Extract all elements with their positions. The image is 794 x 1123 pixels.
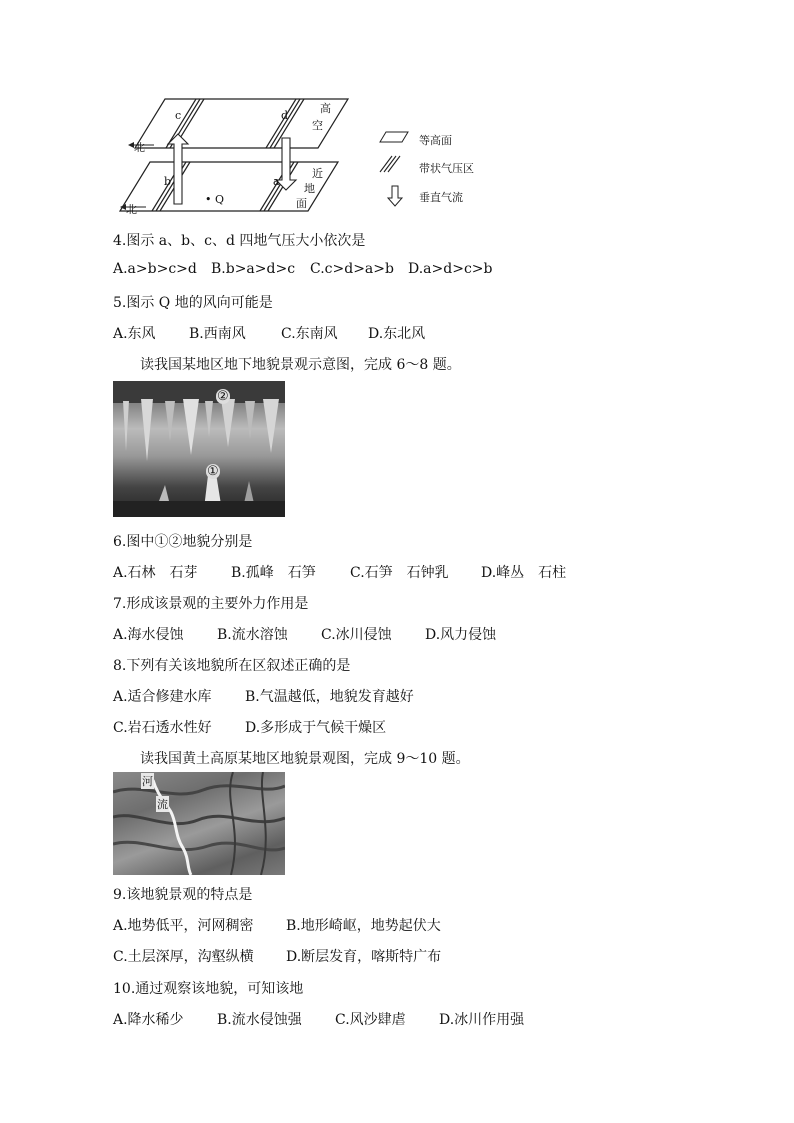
- karst-cave-photo: [113, 381, 285, 517]
- down-arrow-icon: [388, 186, 402, 206]
- legend-isobaric-label: 等高面: [419, 134, 452, 147]
- stripes-icon: [380, 156, 400, 172]
- legend-pressure-belt-label: 带状气压区: [419, 162, 474, 175]
- q8-option-c[interactable]: C.岩石透水性好: [113, 720, 212, 736]
- q5-option-c[interactable]: C.东南风: [281, 326, 338, 342]
- q9-option-d[interactable]: D.断层发育，喀斯特广布: [286, 949, 442, 965]
- north-label-bottom: 北: [126, 203, 137, 216]
- q7-option-c[interactable]: C.冰川侵蚀: [321, 627, 392, 643]
- q5-option-a[interactable]: A.东风: [113, 326, 156, 342]
- q7-option-a[interactable]: A.海水侵蚀: [113, 627, 184, 643]
- q7-option-d[interactable]: D.风力侵蚀: [425, 627, 497, 643]
- q9-option-a[interactable]: A.地势低平，河网稠密: [113, 918, 254, 934]
- label-d: d: [281, 109, 289, 122]
- q5-option-d[interactable]: D.东北风: [368, 326, 426, 342]
- q5-stem: 5.图示 Q 地的风向可能是: [113, 295, 273, 311]
- q10-option-c[interactable]: C.风沙肆虐: [335, 1012, 406, 1028]
- q6-stem: 6.图中①②地貌分别是: [113, 534, 253, 550]
- label-c: c: [175, 109, 182, 122]
- high-label-1: 高: [320, 102, 331, 115]
- q5-option-b[interactable]: B.西南风: [189, 326, 246, 342]
- q6-option-b[interactable]: B.孤峰 石笋: [231, 565, 316, 581]
- q4-option-b[interactable]: B.b>a>d>c: [211, 261, 296, 277]
- q9-option-b[interactable]: B.地形崎岖，地势起伏大: [286, 918, 441, 934]
- near-label-3: 面: [296, 197, 307, 210]
- loess-plateau-photo: [113, 772, 285, 875]
- high-label-2: 空: [312, 119, 323, 132]
- q6-option-c[interactable]: C.石笋 石钟乳: [350, 565, 449, 581]
- q10-option-d[interactable]: D.冰川作用强: [439, 1012, 525, 1028]
- q4-option-d[interactable]: D.a>d>c>b: [408, 261, 493, 277]
- parallelogram-icon: [380, 132, 408, 142]
- marker-2: ②: [217, 389, 229, 404]
- marker-1: ①: [207, 464, 219, 479]
- label-a: a: [273, 175, 280, 188]
- q6-option-d[interactable]: D.峰丛 石柱: [481, 565, 567, 581]
- q8-option-a[interactable]: A.适合修建水库: [113, 689, 212, 705]
- q8-stem: 8.下列有关该地貌所在区叙述正确的是: [113, 658, 351, 674]
- q10-option-a[interactable]: A.降水稀少: [113, 1012, 184, 1028]
- q4-option-c[interactable]: C.c>d>a>b: [310, 261, 394, 277]
- river-label-1: 河: [142, 775, 153, 788]
- q7-stem: 7.形成该景观的主要外力作用是: [113, 596, 309, 612]
- section-intro-karst: 读我国某地区地下地貌景观示意图，完成 6～8 题。: [140, 357, 461, 373]
- q4-stem: 4.图示 a、b、c、d 四地气压大小依次是: [113, 233, 366, 249]
- q8-option-d[interactable]: D.多形成于气候干燥区: [245, 720, 387, 736]
- q9-option-c[interactable]: C.土层深厚，沟壑纵横: [113, 949, 254, 965]
- near-label-2: 地: [304, 182, 315, 195]
- label-q: • Q: [205, 193, 225, 206]
- q9-stem: 9.该地貌景观的特点是: [113, 887, 253, 903]
- section-intro-loess: 读我国黄土高原某地区地貌景观图，完成 9～10 题。: [140, 751, 470, 767]
- legend-airflow-label: 垂直气流: [419, 191, 463, 204]
- label-b: b: [164, 175, 172, 188]
- q6-option-a[interactable]: A.石林 石芽: [113, 565, 198, 581]
- q10-option-b[interactable]: B.流水侵蚀强: [217, 1012, 302, 1028]
- near-label-1: 近: [312, 167, 323, 180]
- north-label-top: 北: [134, 141, 145, 154]
- q4-option-a[interactable]: A.a>b>c>d: [113, 261, 197, 277]
- q10-stem: 10.通过观察该地貌，可知该地: [113, 981, 304, 997]
- q7-option-b[interactable]: B.流水溶蚀: [217, 627, 288, 643]
- river-label-2: 流: [157, 798, 168, 811]
- q8-option-b[interactable]: B.气温越低，地貌发育越好: [245, 689, 414, 705]
